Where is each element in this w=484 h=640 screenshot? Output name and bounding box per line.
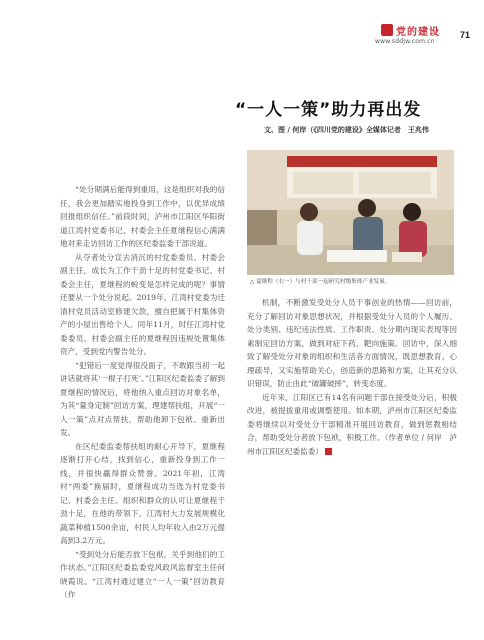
- paragraph: “处分期满后能得到重用，这是组织对我的信任，我会更加踏实地投身到工作中，以优异成绩回报组织信任。”前段时间，泸州市江阳区华阳街道江湾村党委书记、村委会主任夏继程信心满满地对来走访回访工作的区纪委监委干部说道。: [60, 185, 225, 248]
- brand-url: www.sddjw.com.cn: [375, 38, 435, 45]
- article-photo: [247, 150, 454, 275]
- paragraph: “受到处分后能否放下包袱，关乎到他们的工作状态。”江阳区纪委监委党风政风监督室主任何晓霞说。“江湾村通过建立“一人一策”回访教育（作: [60, 549, 225, 599]
- article-body-right: [247, 296, 457, 458]
- page-number: 71: [460, 30, 471, 40]
- paragraph-last: [247, 391, 457, 459]
- paragraph: 在区纪委监委帮扶组的耐心开导下，夏继程逐渐打开心结，找到信心，重新投身到工作一线，并很快赢得群众赞誉。2021年初，江湾村“两委”换届时，夏继程成功当选为村党委书记、村委会主任。组织和群众的认可让夏继程干劲十足，在他的带领下，江湾村大力发展规模化蔬菜种植1500余亩，村民人均年收入由2万元提高到3.2万元。: [60, 441, 225, 545]
- article-body-left: [60, 183, 225, 602]
- article-title: “一人一策”助力再出发: [235, 100, 422, 120]
- paragraph-text: 近年来，江阳区已有14名有问题干部在接受处分后，积极改进，被提拔重用或调整使用。如本期，泸州市江阳区纪委监委将继续以对受处分干部精准开展回访教育，做到惩教相结合，帮助受处分者放下包袱，积极工作。（作者单位 / 何岸 泸州市江阳区纪委监委）: [247, 392, 457, 456]
- brand-logo: [381, 22, 441, 38]
- magazine-brand: [375, 22, 455, 48]
- paragraph: 机制，不断激发受处分人员干事创业的热情——回访前，充分了解回访对象思想状况，并根据受处分人员的个人履历、处分类别、违纪违法性质、工作职责、处分期内现实表现等因素制定回访方案，做到对症下药、靶向施策。回访中，深入细致了解受处分对象的组织和生活各方面情况，既思想教育、心理疏导，又实施帮助关心，创造新的思路和方案，让其充分认识错误，防止由此“破罐破摔”，转变态度。: [247, 298, 457, 388]
- paragraph: “犯错后一度觉得很没面子，不敢跟当初一起讲话就将其‘一棍子打死’。”江阳区纪委监委了解到夏继程的情况后，将他纳入重点回访对象名单，为其“量身定制”回访方案，理建帮扶组，开展“一人一策”点对点帮扶，帮助他卸下包袱、重新出发。: [60, 360, 225, 437]
- article-byline: 文、图 / 何岸（《四川党的建设》全媒体记者 王兆伟: [264, 126, 429, 134]
- photo-caption: △ 夏继程（右一）与村干部一起研究村级集体产业发展。: [250, 279, 391, 285]
- brand-name: 党的建设: [396, 26, 440, 38]
- party-emblem-icon: [381, 24, 393, 36]
- paragraph: 从夺者处分宣去消沉的村党委委员、村委会副主任，成长为工作干劲十足的村党委书记、村委会主任，夏继程的蜕变是怎样完成的呢？事情还要从一个处分说起。2019年，江湾村党委为迁清村党员活动室修建欠款，擅自把属于村集体资产的小屋出售给个人。同年11月，时任江湾村党委委员、村委会副主任的夏继程因违规处置集体资产，受到党内警告处分。: [60, 252, 225, 356]
- end-of-article-icon: [325, 448, 332, 455]
